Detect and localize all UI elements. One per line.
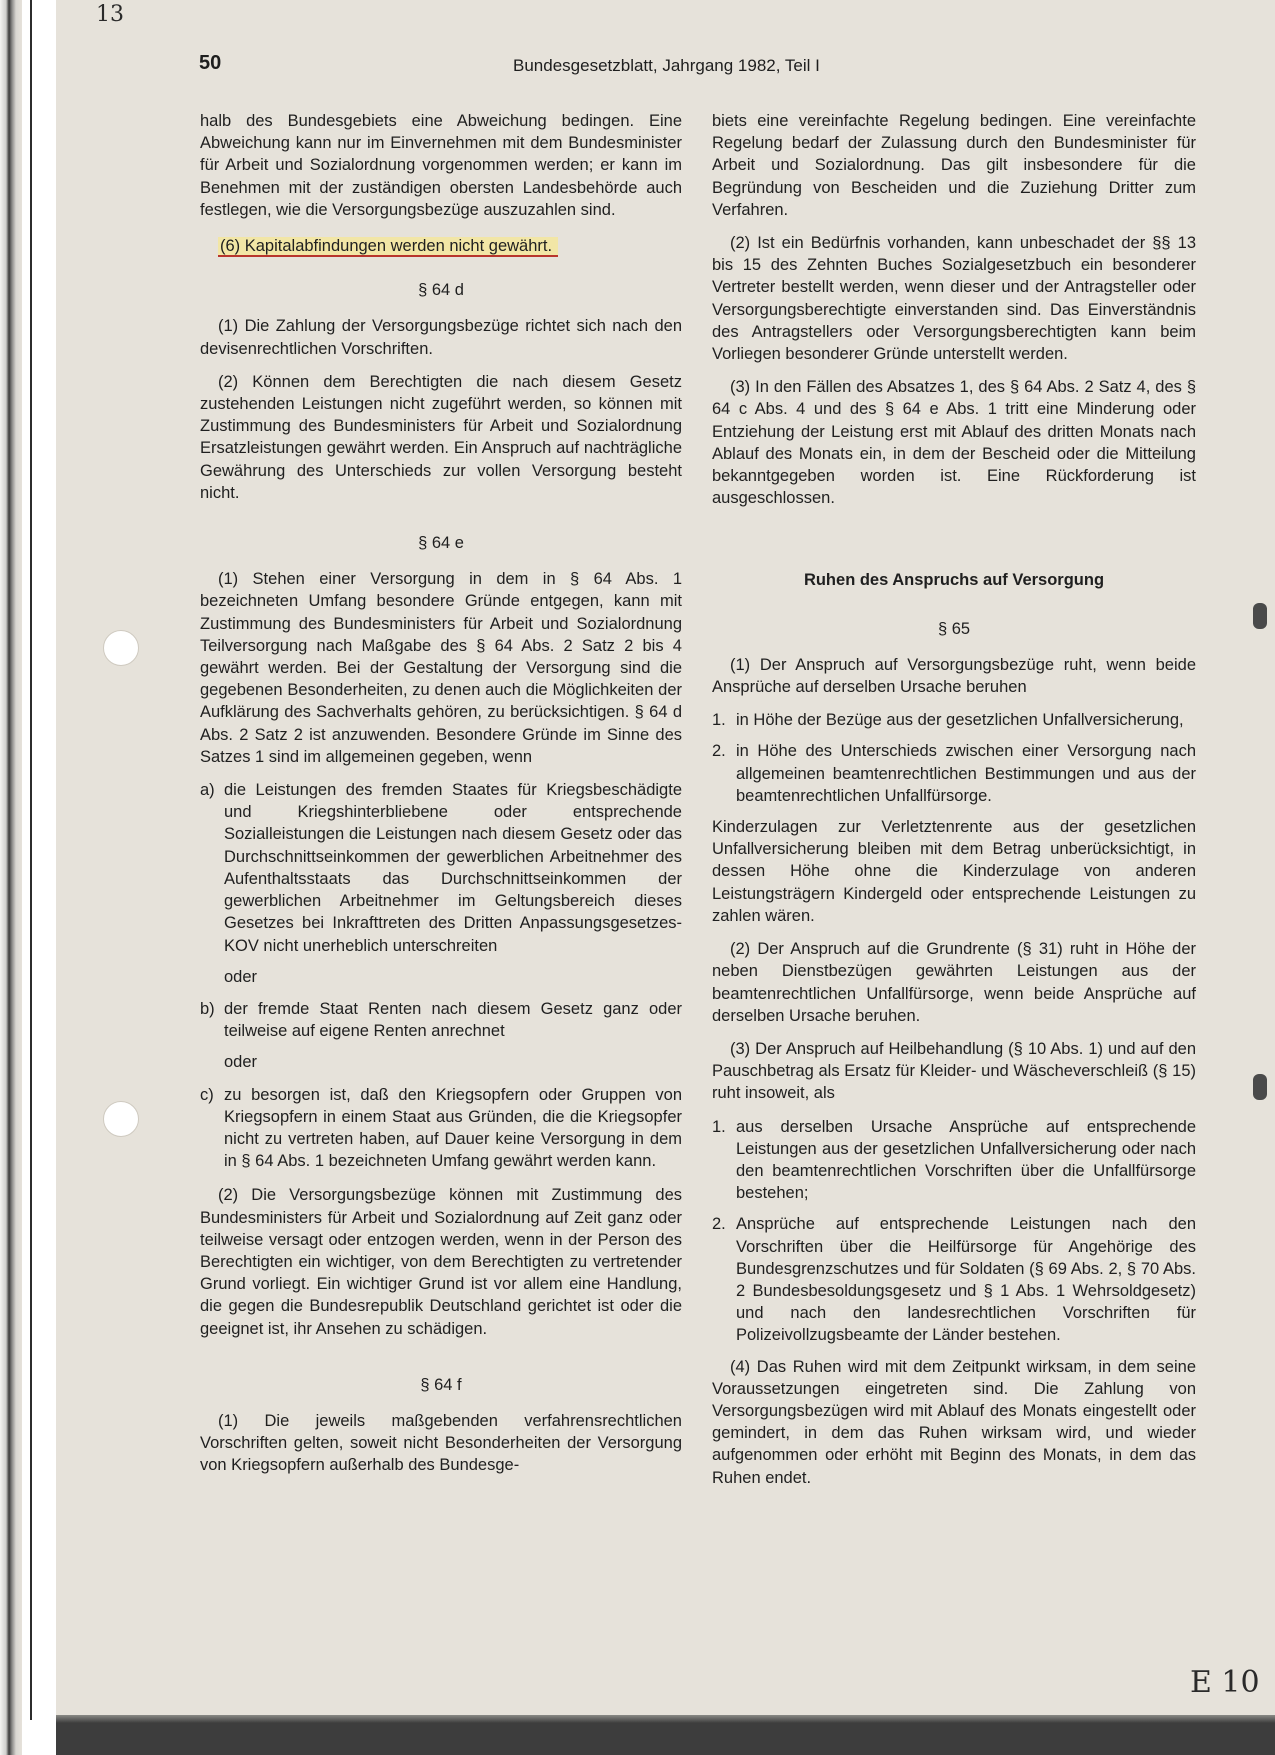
paragraph: (3) In den Fällen des Absatzes 1, des § 64 Abs. 2 Satz 4, des § 64 c Abs. 4 und des § 64 e Abs. 1 tritt eine Minderung oder Entziehung der Leistung erst mit Ablauf des dritten Monats nach Ablauf des Monats ein, in dem der Bescheid oder die Mitteilung bekanntgegeben worden ist. Eine Rückforderung ist ausgeschlossen. [712, 378, 1196, 508]
list-marker: 2. [712, 742, 726, 761]
list-item [712, 1213, 1196, 1346]
list-marker: b) [200, 999, 215, 1018]
paragraph: (3) Der Anspruch auf Heilbehandlung (§ 10 Abs. 1) und auf den Pauschbetrag als Ersatz für Kleider- und Wäscheverschleiß (§ 15) ruht insoweit, als [712, 1039, 1196, 1103]
list-item-text: der fremde Staat Renten nach diesem Gesetz ganz oder teilweise auf eigene Renten anrechnet [224, 999, 682, 1041]
paragraph: biets eine vereinfachte Regelung bedingen. Eine vereinfachte Regelung bedarf der Zulassung durch den Bundesminister für Arbeit und Sozialordnung. Das gilt insbesondere für die Begründung von Bescheiden und die Zuziehung Dritter zum Verfahren. [712, 112, 1196, 219]
punch-hole-upper [103, 630, 139, 666]
staple-clip-upper [1253, 603, 1267, 629]
list-item [712, 1116, 1196, 1205]
paragraph: (2) Die Versorgungsbezüge können mit Zustimmung des Bundesministers für Arbeit und Sozialordnung auf Zeit ganz oder teilweise versagt oder entzogen werden, wenn in der Person des Berechtigten ein wichtiger, von dem Berechtigten zu vertretender Grund vorliegt. Ein wichtiger Grund ist vor allem eine Handlung, die gegen die Bundesrepublik Deutschland gerichtet ist oder die geeignet ist, ihr Ansehen zu schädigen. [200, 1186, 682, 1338]
paragraph: (1) Der Anspruch auf Versorgungsbezüge ruht, wenn beide Ansprüche auf derselben Ursache beruhen [712, 655, 1196, 697]
edge-line [30, 0, 32, 1720]
list-marker: 1. [712, 711, 726, 730]
paragraph: (2) Ist ein Bedürfnis vorhanden, kann unbeschadet der §§ 13 bis 15 des Zehnten Buches Sozialgesetzbuch ein besonderer Vertreter bestellt werden, wenn dieser und der Antragsteller oder Versorgungsberechtigte einverstanden sind. Das Einverständnis des Antragstellers oder Versorgungsberechtigten kann beim Vorliegen besonderer Gründe unterstellt werden. [712, 234, 1196, 364]
page-number: 50 [199, 52, 222, 74]
list-item [200, 1084, 682, 1173]
scan-bottom-band [56, 1715, 1275, 1755]
paragraph: halb des Bundesgebiets eine Abweichung bedingen. Eine Abweichung kann nur im Einvernehmen mit dem Bundesminister für Arbeit und Sozialordnung vorgenommen werden; er kann im Benehmen mit der zuständigen obersten Landesbehörde auch festlegen, wie die Versorgungsbezüge auszuzahlen sind. [200, 112, 682, 219]
section-heading-64e: § 64 e [418, 534, 464, 553]
binding-edge [0, 0, 22, 1755]
paragraph: Kinderzulagen zur Verletztenrente aus der gesetzlichen Unfallversicherung bleiben mit dem Betrag unberücksichtigt, in dessen Höhe ohne die Kinderzulage von anderen Leistungsträgern Kindergeld oder entsprechende Leistungen zu zahlen wären. [712, 818, 1196, 925]
paragraph: (1) Die jeweils maßgebenden verfahrensrechtlichen Vorschriften gelten, soweit nicht Besonderheiten der Versorgung von Kriegsopfern außerhalb des Bundesge- [200, 1411, 682, 1475]
handwritten-page-mark: E 10 [1190, 1665, 1260, 1700]
paragraph-highlighted [200, 235, 682, 257]
corner-handwritten-mark: 13 [96, 2, 124, 27]
list-marker: 1. [712, 1117, 726, 1136]
paragraph: (1) Die Zahlung der Versorgungsbezüge richtet sich nach den devisenrechtlichen Vorschriften. [200, 317, 682, 358]
list-item-text: die Leistungen des fremden Staates für Kriegsbeschädigte und Kriegshinterbliebene oder entsprechende Sozialleistungen die Leistungen nach diesem Gesetz oder das Durchschnittseinkommen der gewerblichen Arbeitnehmer des Aufenthaltsstaats das Durchschnittseinkommen der gewerblichen Arbeitnehmer im Geltungsbereich dieses Gesetzes bei Inkrafttreten des Dritten Anpassungsgesetzes-KOV nicht unerheblich unterschreiten [224, 781, 682, 955]
paragraph: (2) Der Anspruch auf die Grundrente (§ 31) ruht in Höhe der neben Dienstbezügen gewährten Leistungen aus der beamtenrechtlichen Unfallfürsorge, wenn beide Ansprüche auf derselben Ursache beruhen. [712, 940, 1196, 1025]
list-item-text: in Höhe des Unterschieds zwischen einer Versorgung nach allgemeinen beamtenrechtlichen Bestimmungen und aus der beamtenrechtlichen Unfallfürsorge. [736, 742, 1196, 805]
left-column [200, 110, 682, 1488]
list-item-text: Ansprüche auf entsprechende Leistungen nach den Vorschriften über die Heilfürsorge für Angehörige des Bundesgrenzschutzes und für Soldaten (§ 69 Abs. 2, § 70 Abs. 2 Bundesbesoldungsgesetz und § 1 Abs. 1 Wehrsoldgesetz) und nach den landesrechtlichen Vorschriften für Polizeivollzugsbeamte der Länder bestehen. [736, 1215, 1196, 1345]
list-item [712, 709, 1196, 731]
conjunction: oder [224, 1053, 258, 1072]
list-marker: a) [200, 781, 215, 800]
list-marker: 2. [712, 1215, 726, 1234]
right-column [712, 110, 1196, 1500]
chapter-heading: Ruhen des Anspruchs auf Versorgung [803, 571, 1105, 590]
list-item-text: in Höhe der Bezüge aus der gesetzlichen Unfallversicherung, [736, 711, 1184, 730]
list-marker: c) [200, 1085, 214, 1104]
section-heading-64f: § 64 f [420, 1375, 462, 1394]
paragraph: (2) Können dem Berechtigten die nach diesem Gesetz zustehenden Leistungen nicht zugeführt werden, so können mit Zustimmung des Bundesministers für Arbeit und Sozialordnung Ersatzleistungen gewährt werden. Ein Anspruch auf nachträgliche Gewährung des Unterschieds zur vollen Versorgung besteht nicht. [200, 372, 682, 502]
staple-clip-lower [1253, 1074, 1267, 1100]
list-item-text: zu besorgen ist, daß den Kriegsopfern oder Gruppen von Kriegsopfern in einem Staat aus Gründen, die die Kriegsopfer nicht zu vertreten haben, auf Dauer keine Versorgung in dem in § 64 Abs. 1 bezeichneten Umfang gewährt werden kann. [224, 1085, 682, 1171]
list-item [712, 740, 1196, 807]
highlighted-text: (6) Kapitalabfindungen werden nicht gewährt. [218, 237, 558, 257]
conjunction: oder [224, 967, 258, 986]
list-item-text: aus derselben Ursache Ansprüche auf entsprechende Leistungen aus der gesetzlichen Unfallversicherung oder nach den beamtenrechtlichen Vorschriften über die Unfallfürsorge bestehen; [736, 1117, 1196, 1203]
section-heading-65: § 65 [937, 619, 971, 638]
section-heading-64d: § 64 d [418, 281, 464, 300]
list-item [200, 998, 682, 1042]
punch-hole-lower [103, 1101, 139, 1137]
page-header-title: Bundesgesetzblatt, Jahrgang 1982, Teil I [513, 56, 820, 75]
paragraph: (1) Stehen einer Versorgung in dem in § 64 Abs. 1 bezeichneten Umfang besondere Gründe entgegen, kann mit Zustimmung des Bundesministers für Arbeit und Sozialordnung Teilversorgung nach Maßgabe des § 64 Abs. 2 Satz 2 bis 4 gewährt werden. Bei der Gestaltung der Versorgung sind die gegebenen Besonderheiten, zu denen auch die Möglichkeiten der Aufklärung des Sachverhalts gehören, zu berücksichtigen. § 64 d Abs. 2 Satz 2 ist anzuwenden. Besondere Gründe im Sinne des Satzes 1 sind im allgemeinen gegeben, wenn [200, 570, 682, 766]
paragraph: (4) Das Ruhen wird mit dem Zeitpunkt wirksam, in dem seine Voraussetzungen eingetreten sind. Die Zahlung von Versorgungsbezügen wird mit Ablauf des Monats eingestellt oder gemindert, in dem das Ruhen wirksam wird, und wieder aufgenommen oder erhöht mit Beginn des Monats, in dem das Ruhen endet. [712, 1357, 1196, 1487]
list-item [200, 779, 682, 957]
